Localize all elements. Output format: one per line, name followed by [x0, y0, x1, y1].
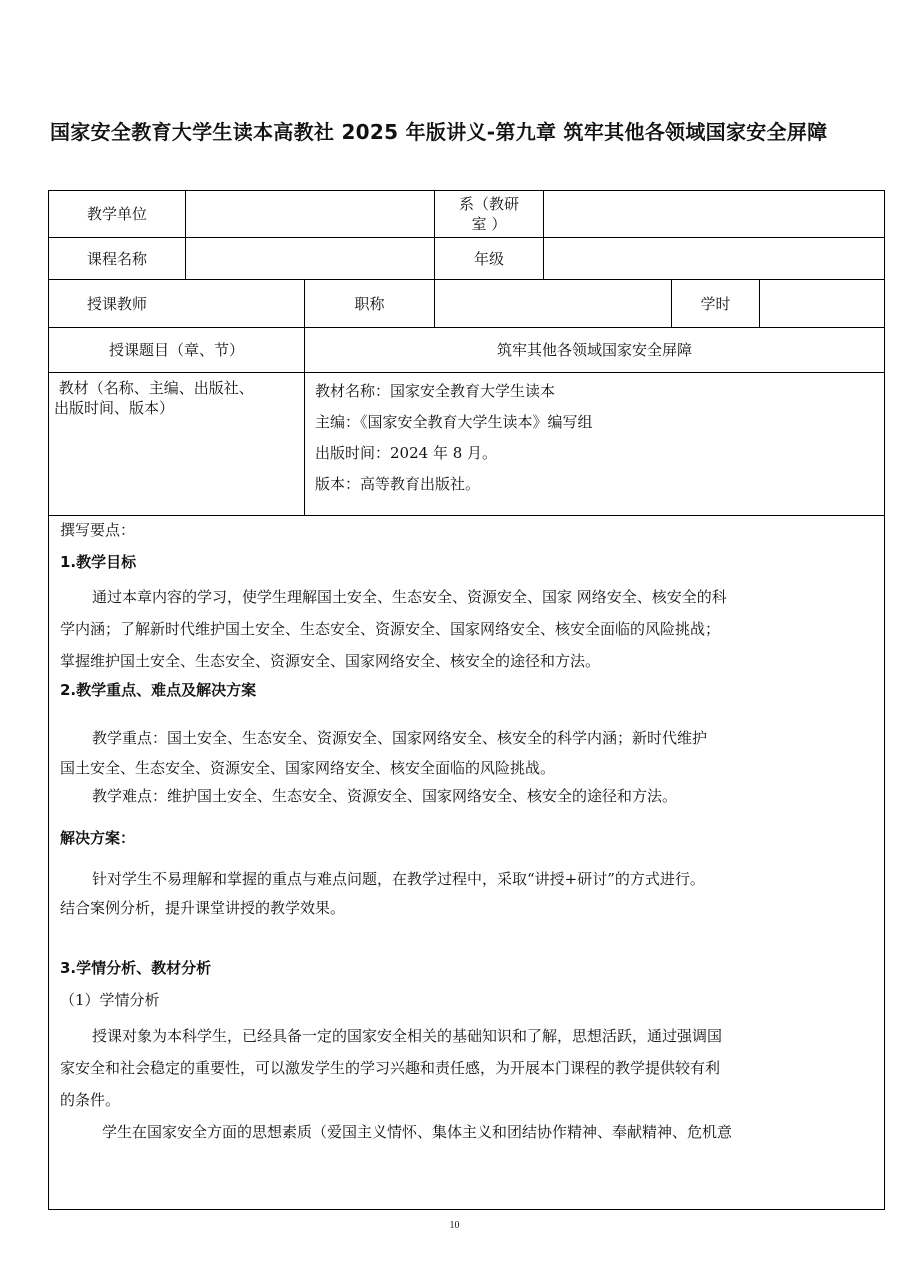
section-1-heading: 1.教学目标: [60, 553, 137, 571]
teaching-unit-value: [186, 191, 434, 237]
key-points-line-1: 教学重点：国土安全、生态安全、资源安全、国家网络安全、核安全的科学内涵；新时代维护: [92, 729, 708, 747]
department-label: [435, 191, 543, 237]
solution-line-2: 结合案例分析，提升课堂讲授的教学效果。: [60, 899, 346, 917]
solution-line-1: 针对学生不易理解和掌握的重点与难点问题，在教学过程中，采取“讲授+研讨”的方式进行。: [92, 870, 705, 888]
document-title: 国家安全教育大学生读本高教社 2025 年版讲义-第九章 筑牢其他各领域国家安全屏障: [50, 120, 828, 144]
course-name-label: 课程名称: [86, 249, 147, 268]
section-3-line-4: 学生在国家安全方面的思想素质（爱国主义情怀、集体主义和团结协作精神、奉献精神、危机意: [102, 1123, 733, 1141]
textbook-label-line2: 出版时间、版本）: [54, 399, 175, 417]
department-label-line1: 系（教研: [458, 195, 519, 213]
teaching-unit-label: 教学单位: [86, 205, 147, 223]
page-number: 10: [449, 1220, 460, 1231]
section-1-line-1: 通过本章内容的学习，使学生理解国土安全、生态安全、资源安全、国家 网络安全、核安全的科: [92, 588, 727, 606]
section-3-line-3: 的条件。: [60, 1091, 121, 1109]
department-label-line2: 室 ）: [471, 215, 507, 233]
teacher-label: 授课教师: [86, 294, 147, 313]
course-name-value: [186, 238, 434, 279]
department-value: [544, 191, 884, 237]
textbook-editor: 主编：《国家安全教育大学生读本》编写组: [315, 413, 593, 431]
solution-heading: 解决方案：: [60, 829, 136, 847]
section-1-line-3: 掌握维护国土安全、生态安全、资源安全、国家网络安全、核安全的途径和方法。: [60, 652, 601, 670]
section-2-heading: 2.教学重点、难点及解决方案: [60, 681, 257, 699]
writing-points-intro: 撰写要点：: [60, 521, 136, 539]
difficult-points: 教学难点：维护国土安全、生态安全、资源安全、国家网络安全、核安全的途径和方法。: [92, 787, 678, 805]
textbook-label: [54, 378, 304, 418]
title-rank-label: 职称: [354, 294, 385, 313]
grade-label: 年级: [473, 249, 504, 268]
textbook-label-line1: 教材（名称、主编、出版社、: [54, 379, 254, 397]
section-3-subheading: （1）学情分析: [60, 991, 160, 1009]
textbook-name: 教材名称：国家安全教育大学生读本: [315, 382, 556, 400]
title-rank-value: [435, 280, 671, 327]
topic-value: 筑牢其他各领域国家安全屏障: [496, 341, 692, 359]
section-1-line-2: 学内涵；了解新时代维护国土安全、生态安全、资源安全、国家网络安全、核安全面临的风险挑战；: [60, 620, 721, 638]
grade-value: [544, 238, 884, 279]
teacher-value: [186, 280, 304, 327]
hours-value: [760, 280, 884, 327]
section-3-line-1: 授课对象为本科学生，已经具备一定的国家安全相关的基础知识和了解，思想活跃，通过强调国: [92, 1027, 723, 1045]
section-3-heading: 3.学情分析、教材分析: [60, 959, 212, 977]
textbook-date: 出版时间：2024 年 8 月。: [315, 444, 498, 462]
hours-label: 学时: [700, 294, 731, 313]
lesson-plan-table: [48, 190, 885, 1210]
topic-label: 授课题目（章、节）: [108, 341, 244, 359]
key-points-line-2: 国土安全、生态安全、资源安全、国家网络安全、核安全面临的风险挑战。: [60, 759, 556, 777]
section-3-line-2: 家安全和社会稳定的重要性，可以激发学生的学习兴趣和责任感，为开展本门课程的教学提供较有利: [60, 1059, 721, 1077]
textbook-details: [315, 376, 875, 500]
textbook-edition: 版本：高等教育出版社。: [315, 475, 481, 493]
